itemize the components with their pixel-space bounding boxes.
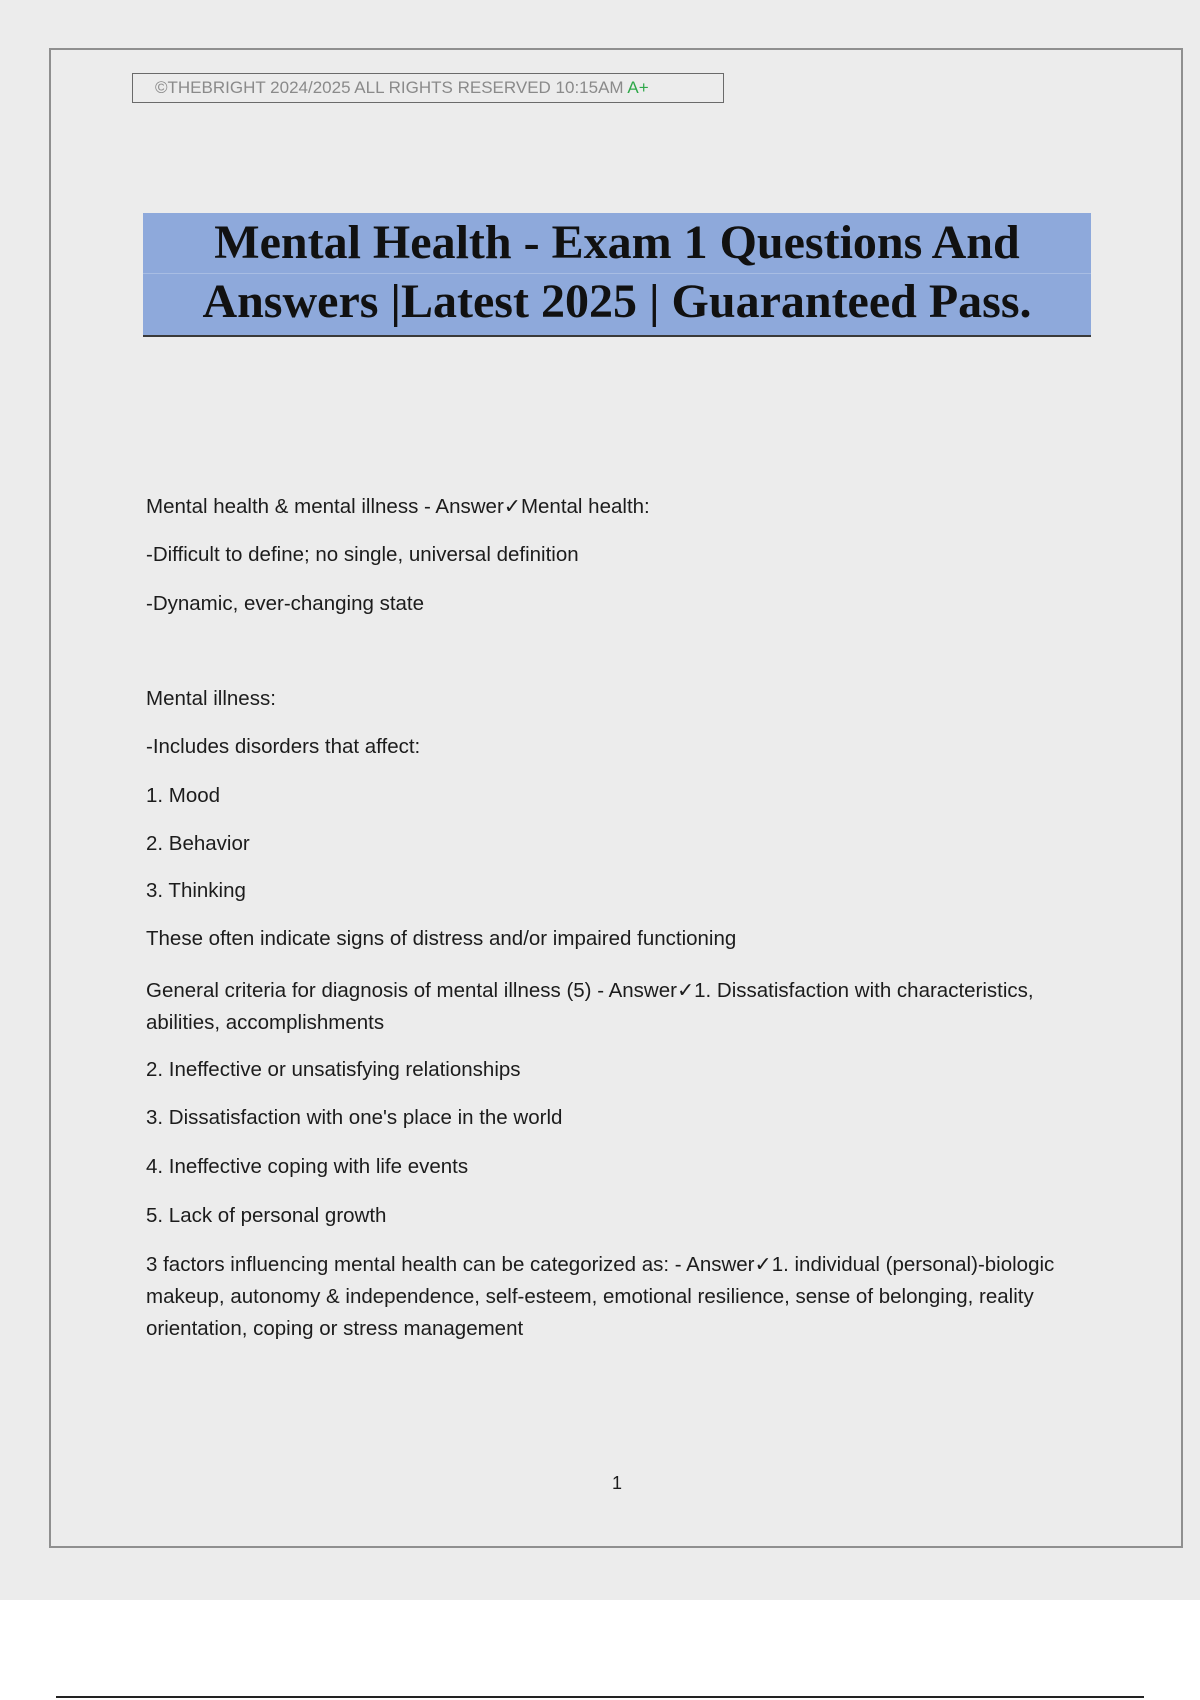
grade-badge: A+: [627, 78, 649, 97]
title-banner: [143, 213, 1091, 337]
list-item: -Includes disorders that affect:: [146, 735, 421, 758]
list-item: -Difficult to define; no single, universal definition: [146, 543, 579, 566]
list-item: 3. Thinking: [146, 879, 246, 902]
document-title-line-1: Mental Health - Exam 1 Questions And: [214, 216, 1020, 269]
copyright-text: ©THEBRIGHT 2024/2025 ALL RIGHTS RESERVED 10:15AM: [155, 78, 624, 97]
question-influencing-factors: 3 factors influencing mental health can be categorized as: - Answer✓1. individual (personal)-biologic makeup, autonomy & independence, self-esteem, emotional resilience, sense of belonging, reality orientation, coping or stress management: [146, 1253, 1055, 1340]
list-item: 1. Mood: [146, 784, 221, 807]
question-mental-health: Mental health & mental illness - Answer✓Mental health:: [146, 495, 650, 518]
list-item: -Dynamic, ever-changing state: [146, 592, 425, 615]
page-number: 1: [611, 1473, 622, 1493]
list-item: These often indicate signs of distress and/or impaired functioning: [146, 927, 737, 950]
list-item: 2. Behavior: [146, 832, 250, 855]
list-item: 3. Dissatisfaction with one's place in the world: [146, 1106, 563, 1129]
footer-divider: [56, 1696, 1144, 1698]
list-item: 4. Ineffective coping with life events: [146, 1155, 469, 1178]
question-diagnosis-criteria: General criteria for diagnosis of mental illness (5) - Answer✓1. Dissatisfaction with characteristics, abilities, accomplishments: [146, 979, 1034, 1034]
document-title-line-2: Answers |Latest 2025 | Guaranteed Pass.: [202, 275, 1032, 328]
list-item: 2. Ineffective or unsatisfying relationships: [146, 1058, 521, 1081]
mental-illness-heading: Mental illness:: [146, 687, 276, 710]
list-item: 5. Lack of personal growth: [146, 1204, 387, 1227]
copyright-header: [132, 73, 724, 103]
